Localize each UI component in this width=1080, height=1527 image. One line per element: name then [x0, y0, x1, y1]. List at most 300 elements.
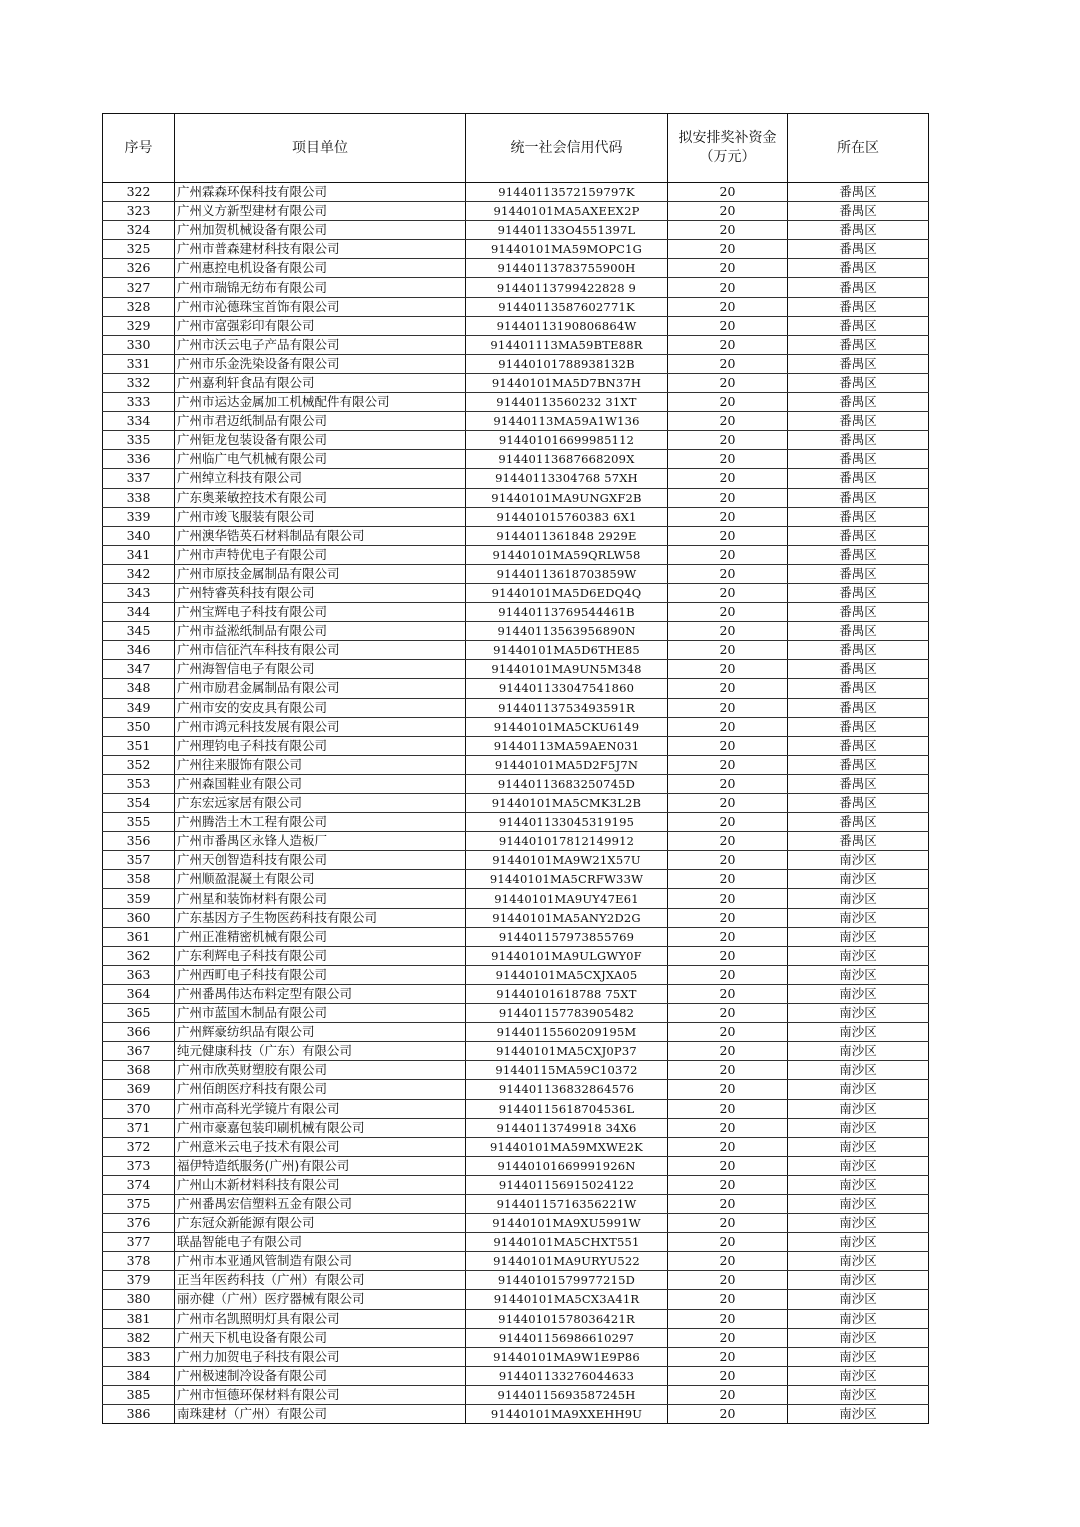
- cell-district: 南沙区: [788, 870, 929, 889]
- cell-credit-code: 91440101669991926N: [466, 1156, 668, 1175]
- cell-unit-name: 广州理钧电子科技有限公司: [175, 736, 466, 755]
- cell-amount: 20: [668, 240, 788, 259]
- cell-amount: 20: [668, 1137, 788, 1156]
- cell-amount: 20: [668, 1042, 788, 1061]
- cell-seq: 322: [103, 183, 175, 202]
- cell-unit-name: 广东利辉电子科技有限公司: [175, 946, 466, 965]
- cell-district: 番禺区: [788, 698, 929, 717]
- cell-unit-name: 广州佰朗医疗科技有限公司: [175, 1080, 466, 1099]
- cell-unit-name: 广州市安的安皮具有限公司: [175, 698, 466, 717]
- cell-seq: 382: [103, 1328, 175, 1347]
- cell-amount: 20: [668, 1023, 788, 1042]
- cell-unit-name: 广东基因方子生物医药科技有限公司: [175, 908, 466, 927]
- table-row: [103, 583, 929, 602]
- cell-amount: 20: [668, 545, 788, 564]
- cell-amount: 20: [668, 183, 788, 202]
- table-row: [103, 794, 929, 813]
- cell-amount: 20: [668, 774, 788, 793]
- cell-seq: 360: [103, 908, 175, 927]
- cell-seq: 327: [103, 278, 175, 297]
- cell-district: 番禺区: [788, 240, 929, 259]
- cell-credit-code: 91440101MA5CXJXA05: [466, 965, 668, 984]
- cell-district: 南沙区: [788, 1175, 929, 1194]
- table-row: [103, 1137, 929, 1156]
- cell-amount: 20: [668, 717, 788, 736]
- table-row: [103, 1405, 929, 1424]
- cell-amount: 20: [668, 526, 788, 545]
- cell-unit-name: 广州市豪嘉包装印刷机械有限公司: [175, 1118, 466, 1137]
- cell-credit-code: 91440101MA5ANY2D2G: [466, 908, 668, 927]
- cell-amount: 20: [668, 1290, 788, 1309]
- cell-seq: 357: [103, 851, 175, 870]
- cell-unit-name: 广州森国鞋业有限公司: [175, 774, 466, 793]
- header-code: 统一社会信用代码: [466, 114, 668, 183]
- table-row: [103, 870, 929, 889]
- cell-district: 番禺区: [788, 774, 929, 793]
- cell-credit-code: 91440101MA5CX3A41R: [466, 1290, 668, 1309]
- table-row: [103, 965, 929, 984]
- cell-credit-code: 91440101MA5CRFW33W: [466, 870, 668, 889]
- table-row: [103, 564, 929, 583]
- cell-district: 南沙区: [788, 908, 929, 927]
- cell-unit-name: 广州市信征汽车科技有限公司: [175, 641, 466, 660]
- cell-unit-name: 广州海智信电子有限公司: [175, 660, 466, 679]
- cell-unit-name: 纯元健康科技（广东）有限公司: [175, 1042, 466, 1061]
- cell-amount: 20: [668, 660, 788, 679]
- header-amount: [668, 114, 788, 183]
- cell-amount: 20: [668, 583, 788, 602]
- header-district: 所在区: [788, 114, 929, 183]
- cell-seq: 368: [103, 1061, 175, 1080]
- cell-seq: 340: [103, 526, 175, 545]
- table-row: [103, 679, 929, 698]
- cell-seq: 347: [103, 660, 175, 679]
- cell-amount: 20: [668, 622, 788, 641]
- cell-credit-code: 91440101MA9ULGWY0F: [466, 946, 668, 965]
- cell-unit-name: 广州市君迈纸制品有限公司: [175, 412, 466, 431]
- cell-seq: 369: [103, 1080, 175, 1099]
- cell-unit-name: 广州天下机电设备有限公司: [175, 1328, 466, 1347]
- cell-unit-name: 广州特睿英科技有限公司: [175, 583, 466, 602]
- cell-amount: 20: [668, 1366, 788, 1385]
- table-row: [103, 813, 929, 832]
- cell-unit-name: 广州义方新型建材有限公司: [175, 202, 466, 221]
- cell-unit-name: 广州番禺伟达布料定型有限公司: [175, 984, 466, 1003]
- table-row: [103, 1061, 929, 1080]
- cell-district: 番禺区: [788, 717, 929, 736]
- cell-unit-name: 广东奥莱敏控技术有限公司: [175, 488, 466, 507]
- cell-seq: 341: [103, 545, 175, 564]
- cell-amount: 20: [668, 908, 788, 927]
- cell-district: 南沙区: [788, 1023, 929, 1042]
- cell-unit-name: 广州市竣飞服装有限公司: [175, 507, 466, 526]
- table-row: [103, 297, 929, 316]
- cell-seq: 386: [103, 1405, 175, 1424]
- cell-district: 南沙区: [788, 984, 929, 1003]
- cell-unit-name: 丽亦健（广州）医疗器械有限公司: [175, 1290, 466, 1309]
- cell-credit-code: 914401015760383 6X1: [466, 507, 668, 526]
- table-row: [103, 545, 929, 564]
- cell-district: 南沙区: [788, 1290, 929, 1309]
- table-row: [103, 736, 929, 755]
- cell-amount: 20: [668, 393, 788, 412]
- cell-unit-name: 广州钜龙包装设备有限公司: [175, 431, 466, 450]
- cell-amount: 20: [668, 1118, 788, 1137]
- cell-seq: 346: [103, 641, 175, 660]
- cell-credit-code: 914401133045319195: [466, 813, 668, 832]
- cell-unit-name: 广州市乐金洗染设备有限公司: [175, 354, 466, 373]
- table-row: [103, 622, 929, 641]
- cell-credit-code: 91440101618788 75XT: [466, 984, 668, 1003]
- cell-credit-code: 91440113MA59AEN031: [466, 736, 668, 755]
- cell-unit-name: 广州往来服饰有限公司: [175, 755, 466, 774]
- table-row: [103, 1347, 929, 1366]
- cell-amount: 20: [668, 373, 788, 392]
- cell-credit-code: 91440113560232 31XT: [466, 393, 668, 412]
- cell-amount: 20: [668, 1405, 788, 1424]
- cell-seq: 354: [103, 794, 175, 813]
- cell-unit-name: 广州市原技金属制品有限公司: [175, 564, 466, 583]
- table-row: [103, 526, 929, 545]
- table-row: [103, 1042, 929, 1061]
- table-row: [103, 354, 929, 373]
- cell-amount: 20: [668, 736, 788, 755]
- cell-unit-name: 广州天创智造科技有限公司: [175, 851, 466, 870]
- cell-unit-name: 福伊特造纸服务(广州)有限公司: [175, 1156, 466, 1175]
- cell-district: 番禺区: [788, 679, 929, 698]
- table-row: [103, 851, 929, 870]
- cell-seq: 350: [103, 717, 175, 736]
- table-header: [103, 114, 929, 183]
- cell-unit-name: 广州番禺宏信塑料五金有限公司: [175, 1194, 466, 1213]
- cell-credit-code: 91440113MA59A1W136: [466, 412, 668, 431]
- table-body: [103, 183, 929, 1424]
- cell-seq: 332: [103, 373, 175, 392]
- cell-district: 南沙区: [788, 1271, 929, 1290]
- cell-district: 南沙区: [788, 1214, 929, 1233]
- cell-unit-name: 广州正准精密机械有限公司: [175, 927, 466, 946]
- cell-credit-code: 914401156915024122: [466, 1175, 668, 1194]
- cell-unit-name: 广州市普森建材科技有限公司: [175, 240, 466, 259]
- cell-seq: 376: [103, 1214, 175, 1233]
- cell-seq: 370: [103, 1099, 175, 1118]
- table-row: [103, 889, 929, 908]
- cell-district: 番禺区: [788, 450, 929, 469]
- cell-district: 番禺区: [788, 221, 929, 240]
- cell-district: 南沙区: [788, 1099, 929, 1118]
- cell-district: 番禺区: [788, 373, 929, 392]
- cell-credit-code: 9144011361848 2929E: [466, 526, 668, 545]
- table-row: [103, 1194, 929, 1213]
- cell-district: 南沙区: [788, 1252, 929, 1271]
- cell-credit-code: 91440113753493591R: [466, 698, 668, 717]
- cell-seq: 374: [103, 1175, 175, 1194]
- cell-amount: 20: [668, 564, 788, 583]
- cell-credit-code: 914401017812149912: [466, 832, 668, 851]
- cell-unit-name: 广州市运达金属加工机械配件有限公司: [175, 393, 466, 412]
- cell-district: 南沙区: [788, 1347, 929, 1366]
- table-row: [103, 1214, 929, 1233]
- cell-district: 番禺区: [788, 603, 929, 622]
- cell-amount: 20: [668, 1347, 788, 1366]
- table-row: [103, 469, 929, 488]
- cell-amount: 20: [668, 469, 788, 488]
- table-row: [103, 316, 929, 335]
- cell-unit-name: 广州市名凯照明灯具有限公司: [175, 1309, 466, 1328]
- table-row: [103, 717, 929, 736]
- cell-credit-code: 91440101MA5CXJ0P37: [466, 1042, 668, 1061]
- table-row: [103, 1156, 929, 1175]
- cell-seq: 353: [103, 774, 175, 793]
- cell-credit-code: 91440113304768 57XH: [466, 469, 668, 488]
- cell-credit-code: 914401133047541860: [466, 679, 668, 698]
- cell-seq: 367: [103, 1042, 175, 1061]
- cell-credit-code: 91440101788938132B: [466, 354, 668, 373]
- cell-unit-name: 广州惠控电机设备有限公司: [175, 259, 466, 278]
- cell-seq: 381: [103, 1309, 175, 1328]
- cell-amount: 20: [668, 1309, 788, 1328]
- cell-district: 番禺区: [788, 583, 929, 602]
- table-row: [103, 221, 929, 240]
- cell-district: 番禺区: [788, 622, 929, 641]
- cell-seq: 355: [103, 813, 175, 832]
- table-row: [103, 1328, 929, 1347]
- cell-seq: 338: [103, 488, 175, 507]
- cell-credit-code: 91440113190806864W: [466, 316, 668, 335]
- cell-district: 南沙区: [788, 889, 929, 908]
- cell-credit-code: 91440101MA5D6EDQ4Q: [466, 583, 668, 602]
- cell-district: 番禺区: [788, 259, 929, 278]
- cell-seq: 342: [103, 564, 175, 583]
- cell-seq: 330: [103, 335, 175, 354]
- cell-seq: 385: [103, 1385, 175, 1404]
- cell-amount: 20: [668, 431, 788, 450]
- cell-credit-code: 91440101MA5D2F5J7N: [466, 755, 668, 774]
- cell-seq: 352: [103, 755, 175, 774]
- cell-district: 番禺区: [788, 526, 929, 545]
- cell-district: 番禺区: [788, 393, 929, 412]
- cell-amount: 20: [668, 641, 788, 660]
- cell-credit-code: 91440101MA9W1E9P86: [466, 1347, 668, 1366]
- cell-unit-name: 广州星和装饰材料有限公司: [175, 889, 466, 908]
- table-row: [103, 755, 929, 774]
- cell-unit-name: 广州宝辉电子科技有限公司: [175, 603, 466, 622]
- cell-credit-code: 914401157973855769: [466, 927, 668, 946]
- cell-district: 番禺区: [788, 660, 929, 679]
- table-row: [103, 1080, 929, 1099]
- cell-seq: 323: [103, 202, 175, 221]
- table-row: [103, 373, 929, 392]
- cell-seq: 348: [103, 679, 175, 698]
- cell-credit-code: 91440101MA5AXEEX2P: [466, 202, 668, 221]
- cell-amount: 20: [668, 488, 788, 507]
- table-row: [103, 1175, 929, 1194]
- cell-amount: 20: [668, 507, 788, 526]
- table-row: [103, 927, 929, 946]
- cell-district: 南沙区: [788, 1385, 929, 1404]
- cell-amount: 20: [668, 412, 788, 431]
- table-row: [103, 1309, 929, 1328]
- table-row: [103, 1366, 929, 1385]
- cell-amount: 20: [668, 335, 788, 354]
- table-row: [103, 335, 929, 354]
- cell-unit-name: 广州市富强彩印有限公司: [175, 316, 466, 335]
- cell-district: 番禺区: [788, 507, 929, 526]
- cell-district: 番禺区: [788, 202, 929, 221]
- cell-seq: 363: [103, 965, 175, 984]
- cell-amount: 20: [668, 1385, 788, 1404]
- cell-amount: 20: [668, 1099, 788, 1118]
- cell-unit-name: 广州腾浩土木工程有限公司: [175, 813, 466, 832]
- cell-district: 南沙区: [788, 1004, 929, 1023]
- table-row: [103, 183, 929, 202]
- table-row: [103, 908, 929, 927]
- award-list-table: [102, 113, 929, 1424]
- cell-credit-code: 91440101MA5D6THE85: [466, 641, 668, 660]
- cell-district: 南沙区: [788, 1156, 929, 1175]
- cell-amount: 20: [668, 679, 788, 698]
- cell-seq: 359: [103, 889, 175, 908]
- cell-unit-name: 广州加贺机械设备有限公司: [175, 221, 466, 240]
- cell-unit-name: 广州绰立科技有限公司: [175, 469, 466, 488]
- table-row: [103, 278, 929, 297]
- cell-seq: 349: [103, 698, 175, 717]
- table-row: [103, 1271, 929, 1290]
- cell-credit-code: 91440113749918 34X6: [466, 1118, 668, 1137]
- cell-seq: 329: [103, 316, 175, 335]
- cell-credit-code: 91440101MA59MOPC1G: [466, 240, 668, 259]
- cell-amount: 20: [668, 755, 788, 774]
- table-row: [103, 660, 929, 679]
- table-row: [103, 431, 929, 450]
- cell-unit-name: 广州极速制冷设备有限公司: [175, 1366, 466, 1385]
- cell-seq: 325: [103, 240, 175, 259]
- cell-credit-code: 91440101MA9URYU522: [466, 1252, 668, 1271]
- cell-district: 南沙区: [788, 1194, 929, 1213]
- cell-district: 番禺区: [788, 832, 929, 851]
- header-unit: 项目单位: [175, 114, 466, 183]
- cell-unit-name: 广州市本亚通风管制造有限公司: [175, 1252, 466, 1271]
- cell-amount: 20: [668, 1233, 788, 1252]
- table-row: [103, 641, 929, 660]
- header-seq: 序号: [103, 114, 175, 183]
- cell-district: 南沙区: [788, 1118, 929, 1137]
- cell-amount: 20: [668, 202, 788, 221]
- cell-amount: 20: [668, 1271, 788, 1290]
- cell-district: 南沙区: [788, 946, 929, 965]
- cell-unit-name: 广州辉豪纺织品有限公司: [175, 1023, 466, 1042]
- cell-credit-code: 91440115693587245H: [466, 1385, 668, 1404]
- cell-district: 番禺区: [788, 412, 929, 431]
- cell-district: 南沙区: [788, 1233, 929, 1252]
- cell-unit-name: 南珠建材（广州）有限公司: [175, 1405, 466, 1424]
- cell-seq: 377: [103, 1233, 175, 1252]
- table-row: [103, 603, 929, 622]
- cell-credit-code: 91440115560209195M: [466, 1023, 668, 1042]
- table-row: [103, 412, 929, 431]
- table-row: [103, 507, 929, 526]
- cell-district: 南沙区: [788, 1137, 929, 1156]
- cell-seq: 328: [103, 297, 175, 316]
- cell-credit-code: 91440101MA9UNGXF2B: [466, 488, 668, 507]
- cell-credit-code: 91440101MA59QRLW58: [466, 545, 668, 564]
- cell-amount: 20: [668, 698, 788, 717]
- cell-amount: 20: [668, 297, 788, 316]
- cell-unit-name: 广州顺盈混凝土有限公司: [175, 870, 466, 889]
- cell-credit-code: 91440113587602771K: [466, 297, 668, 316]
- cell-unit-name: 广州市沃云电子产品有限公司: [175, 335, 466, 354]
- cell-credit-code: 914401136832864576: [466, 1080, 668, 1099]
- cell-credit-code: 91440115716356221W: [466, 1194, 668, 1213]
- cell-credit-code: 91440113563956890N: [466, 622, 668, 641]
- cell-district: 南沙区: [788, 851, 929, 870]
- table-row: [103, 1252, 929, 1271]
- cell-credit-code: 91440113799422828 9: [466, 278, 668, 297]
- cell-district: 南沙区: [788, 1061, 929, 1080]
- header-amount-line1: 拟安排奖补资金: [678, 130, 777, 146]
- table-row: [103, 259, 929, 278]
- cell-credit-code: 914401156986610297: [466, 1328, 668, 1347]
- cell-seq: 345: [103, 622, 175, 641]
- cell-seq: 337: [103, 469, 175, 488]
- cell-amount: 20: [668, 965, 788, 984]
- cell-unit-name: 广州力加贺电子科技有限公司: [175, 1347, 466, 1366]
- cell-amount: 20: [668, 813, 788, 832]
- cell-credit-code: 914401157783905482: [466, 1004, 668, 1023]
- cell-amount: 20: [668, 889, 788, 908]
- cell-amount: 20: [668, 1156, 788, 1175]
- cell-district: 南沙区: [788, 1366, 929, 1385]
- cell-seq: 365: [103, 1004, 175, 1023]
- cell-district: 南沙区: [788, 1042, 929, 1061]
- cell-credit-code: 91440101578036421R: [466, 1309, 668, 1328]
- cell-unit-name: 广州澳华锆英石材料制品有限公司: [175, 526, 466, 545]
- cell-amount: 20: [668, 851, 788, 870]
- table-row: [103, 1233, 929, 1252]
- cell-credit-code: 91440101MA5CKU6149: [466, 717, 668, 736]
- cell-unit-name: 广州临广电气机械有限公司: [175, 450, 466, 469]
- cell-unit-name: 广州市高科光学镜片有限公司: [175, 1099, 466, 1118]
- cell-district: 番禺区: [788, 431, 929, 450]
- cell-seq: 364: [103, 984, 175, 1003]
- cell-seq: 361: [103, 927, 175, 946]
- cell-district: 南沙区: [788, 927, 929, 946]
- cell-district: 南沙区: [788, 1328, 929, 1347]
- cell-amount: 20: [668, 316, 788, 335]
- table-row: [103, 698, 929, 717]
- award-list-sheet: [102, 113, 928, 1424]
- cell-amount: 20: [668, 603, 788, 622]
- cell-credit-code: 91440115MA59C10372: [466, 1061, 668, 1080]
- cell-district: 番禺区: [788, 316, 929, 335]
- cell-amount: 20: [668, 1004, 788, 1023]
- cell-amount: 20: [668, 450, 788, 469]
- table-row: [103, 393, 929, 412]
- cell-amount: 20: [668, 1061, 788, 1080]
- cell-unit-name: 广东冠众新能源有限公司: [175, 1214, 466, 1233]
- cell-credit-code: 91440101MA5CHXT551: [466, 1233, 668, 1252]
- cell-credit-code: 914401016699985112: [466, 431, 668, 450]
- cell-district: 番禺区: [788, 469, 929, 488]
- cell-seq: 371: [103, 1118, 175, 1137]
- table-row: [103, 774, 929, 793]
- cell-seq: 356: [103, 832, 175, 851]
- cell-district: 番禺区: [788, 488, 929, 507]
- cell-amount: 20: [668, 984, 788, 1003]
- cell-seq: 358: [103, 870, 175, 889]
- cell-district: 番禺区: [788, 354, 929, 373]
- cell-credit-code: 91440113687668209X: [466, 450, 668, 469]
